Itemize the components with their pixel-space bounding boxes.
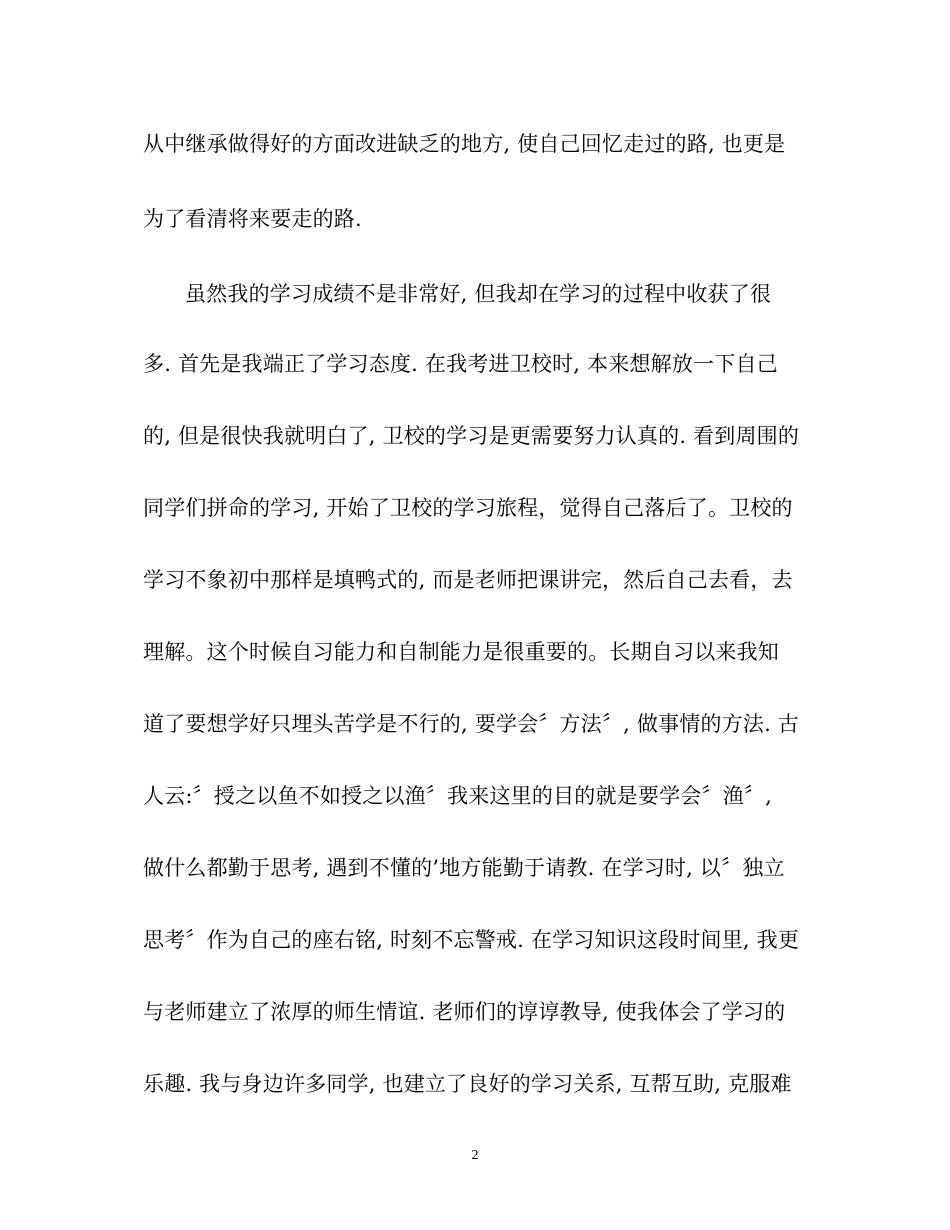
text-line-12: 思考〞作为自己的座右铭, 时刻不忘警戒. 在学习知识这段时间里, 我更 — [143, 928, 800, 952]
text-line-13: 与老师建立了浓厚的师生情谊. 老师们的谆谆教导, 使我体会了学习的 — [143, 1000, 786, 1024]
text-line-9: 道了要想学好只埋头苦学是不行的, 要学会〞方法〞, 做事情的方法. 古 — [143, 712, 800, 736]
text-line-14: 乐趣. 我与身边许多同学, 也建立了良好的学习关系, 互帮互助, 克服难 — [143, 1072, 792, 1096]
text-line-4: 多. 首先是我端正了学习态度. 在我考进卫校时, 本来想解放一下自己 — [143, 352, 778, 376]
text-line-7: 学习不象初中那样是填鸭式的, 而是老师把课讲完，然后自己去看，去 — [143, 568, 793, 592]
text-line-8: 理解。这个时候自习能力和自制能力是很重要的。长期自习以来我知 — [143, 640, 779, 664]
text-line-10: 人云:〞授之以鱼不如授之以渔〞我来这里的目的就是要学会〞渔〞, — [143, 784, 772, 808]
page-number: 2 — [471, 1148, 479, 1163]
text-line-2: 为了看清将来要走的路. — [143, 207, 362, 231]
text-line-11: 做什么都勤于思考, 遇到不懂的’地方能勤于请教. 在学习时, 以〞独立 — [143, 856, 785, 880]
text-line-1: 从中继承做得好的方面改进缺乏的地方, 使自己回忆走过的路, 也更是 — [143, 132, 786, 156]
text-line-5: 的, 但是很快我就明白了, 卫校的学习是更需要努力认真的. 看到周围的 — [143, 424, 800, 448]
paragraph-start-line: 虽然我的学习成绩不是非常好, 但我却在学习的过程中收获了很 — [185, 282, 772, 306]
text-line-6: 同学们拼命的学习, 开始了卫校的学习旅程，觉得自己落后了。卫校的 — [143, 496, 793, 520]
